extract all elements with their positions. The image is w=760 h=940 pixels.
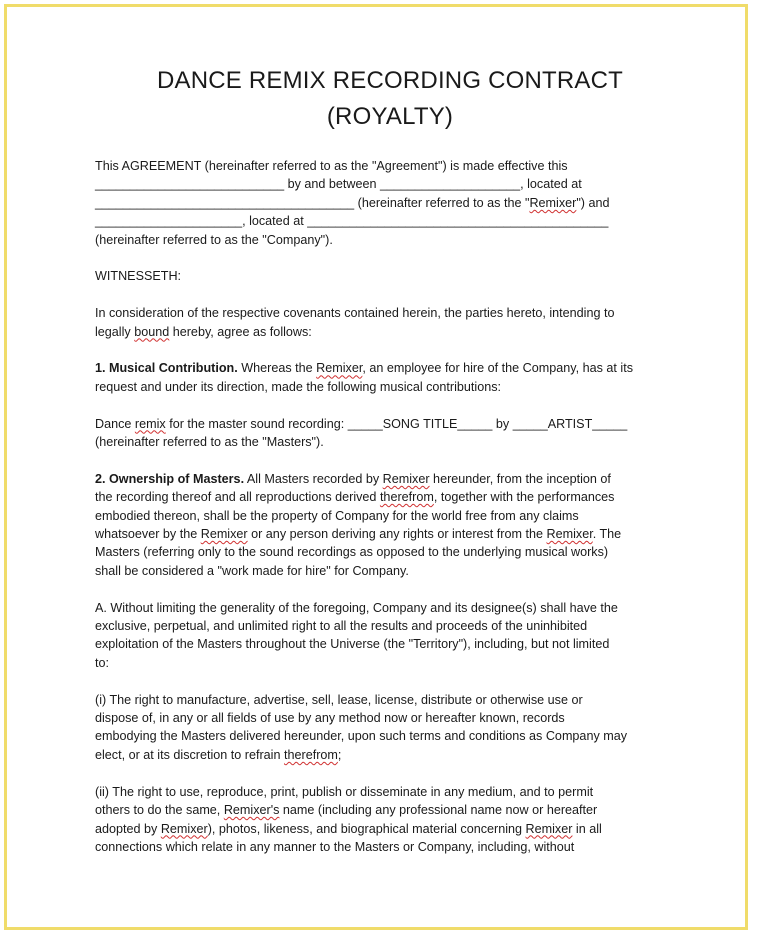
text-line: [95, 820, 685, 838]
text-line: dispose of, in any or all fields of use by any method now or hereafter known, records: [95, 711, 565, 726]
spellcheck-word: Remixer: [200, 527, 248, 542]
text-line: to:: [95, 655, 110, 670]
text-line: (i) The right to manufacture, advertise, sell, lease, license, distribute or otherwise use or: [95, 692, 583, 707]
text-run: , an employee for hire of the Company, has at its: [362, 361, 634, 376]
text-line: Masters (referring only to the sound recordings as opposed to the underlying musical works): [95, 545, 609, 560]
text-run: legally: [95, 324, 135, 339]
spellcheck-word: Remixer: [525, 821, 573, 836]
title-line-1: DANCE REMIX RECORDING CONTRACT: [156, 67, 624, 94]
text-line: _____________________, located at ___________________________________________: [95, 214, 609, 229]
text-line: ___________________________ by and between ____________________, located at: [95, 177, 582, 192]
spellcheck-word: therefrom: [379, 490, 434, 505]
text-line: exclusive, perpetual, and unlimited right to all the results and proceeds of the uninhibited: [95, 619, 588, 634]
intro-paragraph: [95, 157, 685, 249]
spellcheck-word: bound: [134, 324, 170, 339]
masters-paragraph: [95, 415, 685, 452]
text-line: [95, 525, 685, 543]
section-heading: 2. Ownership of Masters.: [95, 471, 245, 486]
text-run: ;: [337, 747, 342, 762]
text-line: connections which relate in any manner to the Masters or Company, including, without: [95, 839, 575, 854]
text-run: name (including any professional name now or hereafter: [279, 803, 598, 818]
text-run: others to do the same,: [95, 803, 224, 818]
text-line: request and under its direction, made the following musical contributions:: [95, 379, 502, 394]
text-line: [95, 488, 685, 506]
text-run: in all: [572, 821, 602, 836]
text-line: [95, 359, 685, 377]
contract-title: [95, 63, 685, 135]
text-line: (hereinafter referred to as the "Masters").: [95, 435, 324, 450]
text-line: shall be considered a "work made for hire" for Company.: [95, 563, 409, 578]
text-run: for the master sound recording: _____SONG TITLE_____ by _____ARTIST_____: [165, 416, 628, 431]
spellcheck-word: Remixer: [160, 821, 208, 836]
section-heading: 1. Musical Contribution.: [95, 361, 238, 376]
text-run: All Masters recorded by: [244, 471, 383, 486]
text-run: hereby, agree as follows:: [169, 324, 312, 339]
text-line: [95, 470, 685, 488]
spellcheck-word: Remixer: [546, 527, 593, 542]
text-run: whatsoever by the: [95, 527, 201, 542]
text-run: elect, or at its discretion to refrain: [95, 747, 284, 762]
text-line: [95, 194, 685, 212]
title-line-2: (ROYALTY): [326, 103, 454, 130]
text-line: [95, 801, 685, 819]
text-run: ), photos, likeness, and biographical material concerning: [207, 821, 526, 836]
text-run: , together with the performances: [433, 490, 615, 505]
spellcheck-word: Remixer's: [223, 803, 280, 818]
spellcheck-word: remix: [134, 416, 166, 431]
witnesseth-heading: WITNESSETH:: [95, 269, 182, 284]
paragraph-ii: [95, 783, 685, 857]
document-page: [4, 4, 748, 930]
spellcheck-word: Remixer: [316, 361, 363, 376]
spellcheck-word: Remixer: [529, 195, 577, 210]
text-line: (hereinafter referred to as the "Company").: [95, 232, 333, 247]
text-line: embodying the Masters delivered hereunder, upon such terms and conditions as Company may: [95, 729, 628, 744]
text-line: (ii) The right to use, reproduce, print, publish or disseminate in any medium, and to permit: [95, 784, 594, 799]
text-line: embodied thereon, shall be the property of Company for the world free from any claims: [95, 508, 579, 523]
text-run: the recording thereof and all reproductions derived: [95, 490, 380, 505]
section-musical-contribution: [95, 359, 685, 396]
text-line: A. Without limiting the generality of the foregoing, Company and its designee(s) shall have the: [95, 600, 618, 615]
section-ownership-of-masters: [95, 470, 685, 580]
paragraph-i: [95, 691, 685, 765]
text-line: [95, 323, 685, 341]
consideration-paragraph: [95, 304, 685, 341]
paragraph-a: [95, 599, 685, 673]
text-run: hereunder, from the inception of: [429, 471, 611, 486]
document-body: [95, 63, 685, 856]
text-run: _____________________________________ (hereinafter referred to as the ": [95, 195, 530, 210]
text-line: [95, 415, 685, 433]
text-run: ") and: [576, 195, 610, 210]
text-line: In consideration of the respective covenants contained herein, the parties hereto, intending to: [95, 306, 615, 321]
text-run: adopted by: [95, 821, 161, 836]
text-line: This AGREEMENT (hereinafter referred to as the "Agreement") is made effective this: [95, 159, 568, 173]
text-run: . The: [592, 527, 622, 542]
text-line: exploitation of the Masters throughout the Universe (the "Territory"), including, but not limited: [95, 637, 610, 652]
text-line: [95, 746, 685, 764]
spellcheck-word: Remixer: [382, 471, 430, 486]
text-run: or any person deriving any rights or interest from the: [247, 527, 547, 542]
text-run: Dance: [95, 416, 135, 431]
text-run: Whereas the: [237, 361, 317, 376]
spellcheck-word: therefrom: [284, 747, 338, 762]
